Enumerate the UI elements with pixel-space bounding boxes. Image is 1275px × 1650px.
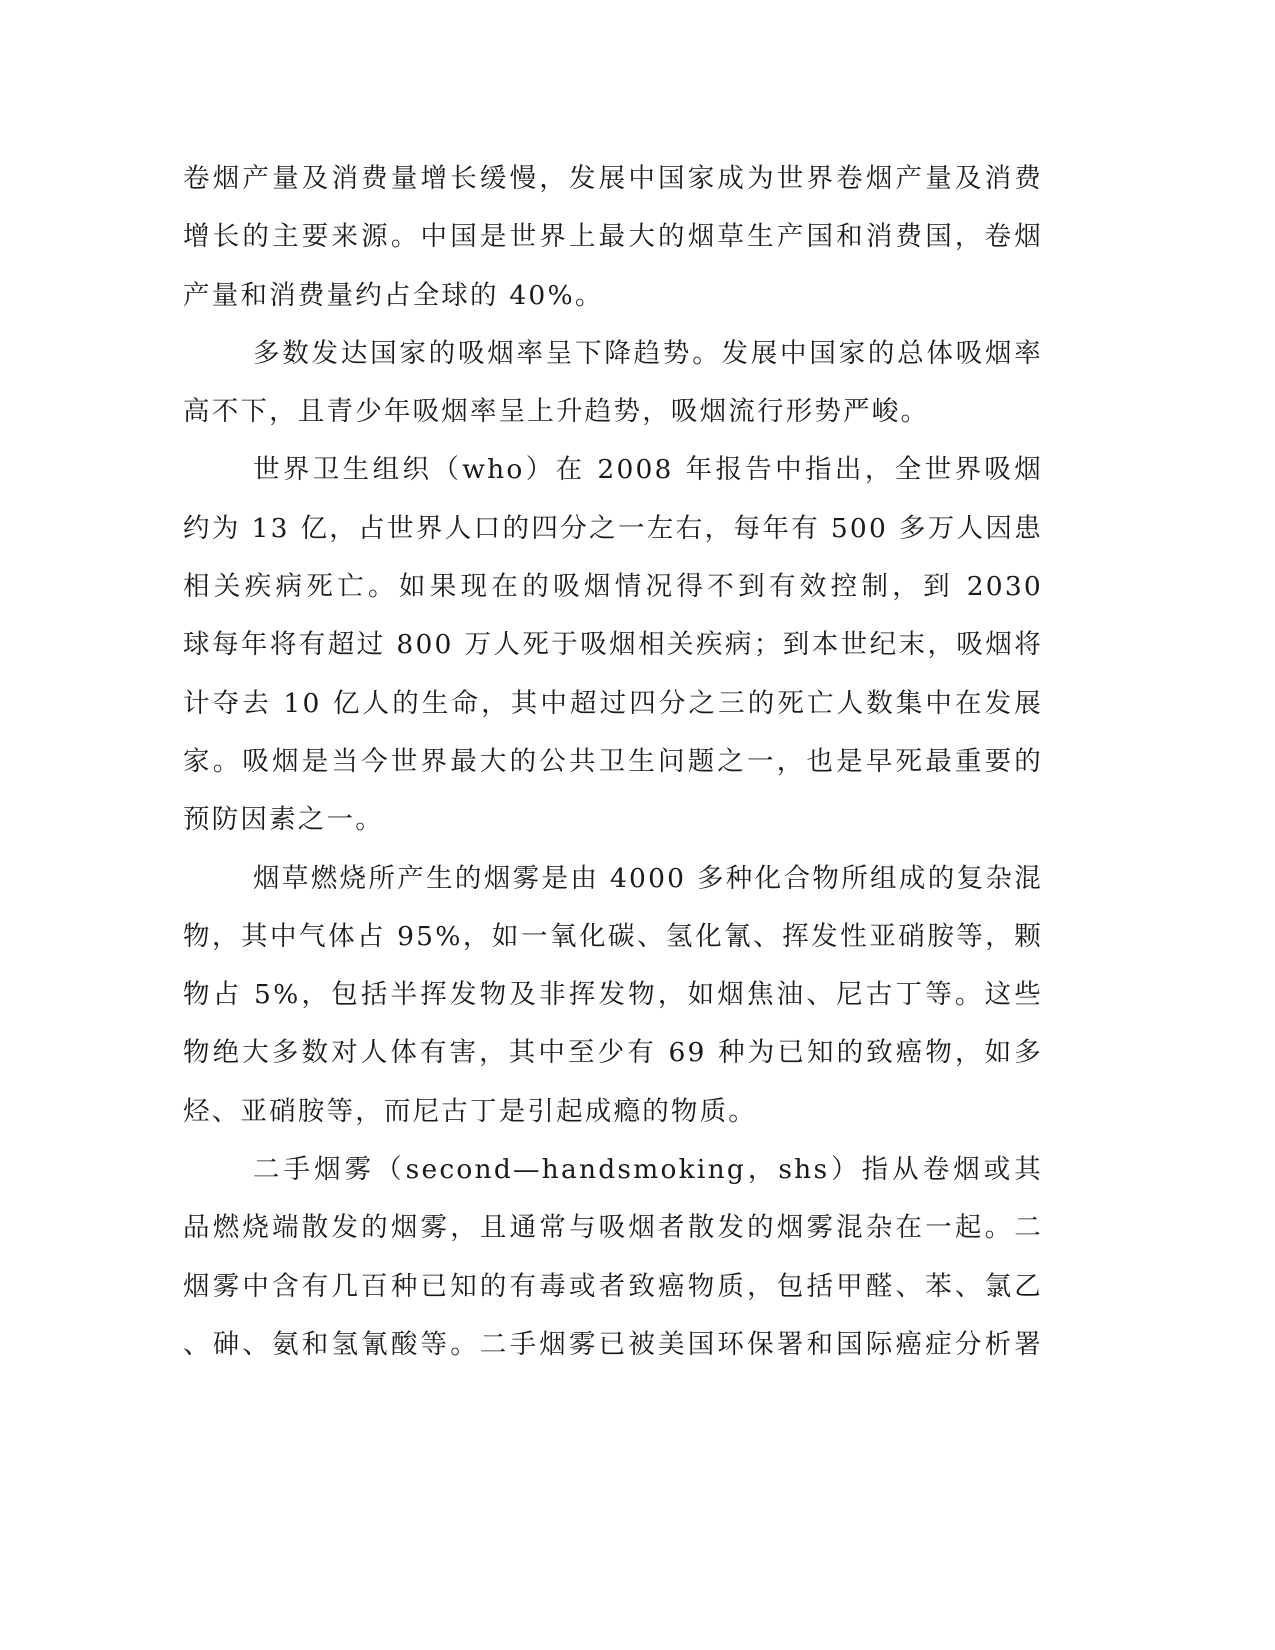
body-text — [183, 150, 1043, 1374]
paragraph-first-line: 多数发达国家的吸烟率呈下降趋势。发展中国家的总体吸烟率 — [253, 337, 1043, 369]
text-line: 物绝大多数对人体有害，其中至少有 69 种为已知的致癌物，如多 — [183, 1037, 1043, 1069]
text-line: 烟雾中含有几百种已知的有毒或者致癌物质，包括甲醛、苯、氯乙 — [183, 1270, 1043, 1302]
text-line: 球每年将有超过 800 万人死于吸烟相关疾病；到本世纪末，吸烟将 — [183, 629, 1043, 661]
text-line: 卷烟产量及消费量增长缓慢，发展中国家成为世界卷烟产量及消费 — [183, 163, 1043, 194]
text-line: 高不下，且青少年吸烟率呈上升趋势，吸烟流行形势严峻。 — [183, 396, 930, 428]
text-line: 品燃烧端散发的烟雾，且通常与吸烟者散发的烟雾混杂在一起。二 — [183, 1212, 1043, 1244]
text-line: 家。吸烟是当今世界最大的公共卫生问题之一，也是早死最重要的 — [183, 745, 1043, 777]
text-line: 预防因素之一。 — [183, 804, 384, 836]
text-line: 产量和消费量约占全球的 40%。 — [183, 279, 604, 311]
text-line: 相关疾病死亡。如果现在的吸烟情况得不到有效控制，到 2030 — [183, 571, 1043, 603]
text-line: 烃、亚硝胺等，而尼古丁是引起成瘾的物质。 — [183, 1095, 757, 1127]
text-line: 物占 5%，包括半挥发物及非挥发物，如烟焦油、尼古丁等。这些 — [183, 979, 1043, 1011]
text-line: 约为 13 亿，占世界人口的四分之一左右，每年有 500 多万人因患 — [183, 512, 1043, 544]
text-line: 物，其中气体占 95%，如一氧化碳、氢化氰、挥发性亚硝胺等，颗 — [183, 920, 1043, 952]
text-line: 、砷、氨和氢氰酸等。二手烟雾已被美国环保署和国际癌症分析署 — [183, 1328, 1043, 1360]
paragraph-first-line: 二手烟雾（second—handsmoking，shs）指从卷烟或其 — [253, 1154, 1043, 1186]
text-line: 增长的主要来源。中国是世界上最大的烟草生产国和消费国，卷烟 — [183, 221, 1043, 253]
text-line: 计夺去 10 亿人的生命，其中超过四分之三的死亡人数集中在发展 — [183, 687, 1043, 719]
paragraph-first-line: 世界卫生组织（who）在 2008 年报告中指出，全世界吸烟 — [253, 454, 1043, 486]
paragraph-first-line: 烟草燃烧所产生的烟雾是由 4000 多种化合物所组成的复杂混 — [253, 862, 1043, 894]
